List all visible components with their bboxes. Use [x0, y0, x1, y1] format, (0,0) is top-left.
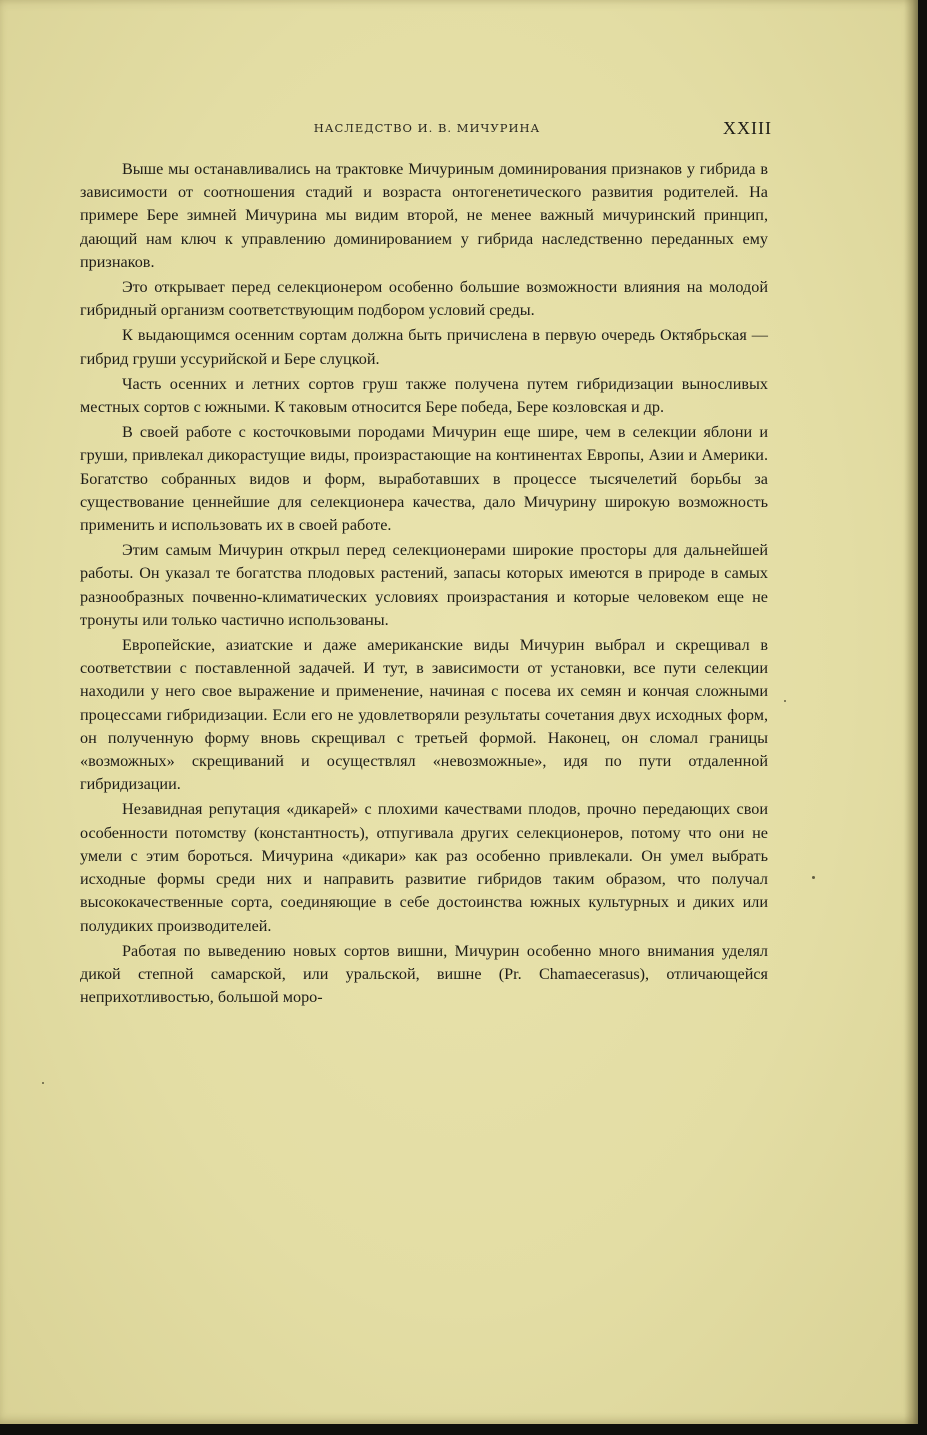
paper-speck — [784, 700, 786, 702]
paragraph: Этим самым Мичурин открыл перед селекционерами широкие просторы для дальнейшей работы. Он указал те богатства плодовых растений, запасы которых имеются в природе в самых разнообразных почвенно-климатических условиях произрастания и которые человеком еще не тронуты или только частично использованы. — [80, 541, 768, 629]
paragraph: Европейские, азиатские и даже американские виды Мичурин выбрал и скрещивал в соответствии с поставленной задачей. И тут, в зависимости от установки, все пути селекции находили у него свое выражение и применение, начиная с посева их семян и кончая сложными процессами гибридизации. Если его не удовлетворяли результаты сочетания двух исходных форм, он полученную форму вновь скрещивал с третьей формой. Наконец, он сломал границы «возможных» скрещиваний и осуществлял «невозможные», идя по пути отдаленной гибридизации. — [80, 636, 768, 794]
page-number: XXIII — [723, 118, 772, 138]
paragraph: Незавидная репутация «дикарей» с плохими качествами плодов, прочно передающих свои особенности потомству (константность), отпугивала других селекционеров, потому что они не умели с этим бороться. Мичурина «дикари» как раз особенно привлекали. Он умел выбрать исходные формы среди них и направить развитие гибридов таким образом, что получал высококачественные сорта, соединяющие в себе достоинства южных культурных и диких или полудиких производителей. — [80, 800, 768, 935]
paragraph: В своей работе с косточковыми породами Мичурин еще шире, чем в селекции яблони и груши, привлекал дикорастущие виды, произрастающие на континентах Европы, Азии и Америки. Богатство собранных видов и форм, выработавших в процессе тысячелетий борьбы за существование ценнейшие для селекционера качества, дало Мичурину широкую возможность применить и использовать их в своей работе. — [80, 423, 768, 535]
page-binding-edge — [904, 0, 918, 1424]
paragraph: Часть осенних и летних сортов груш также получена путем гибридизации выносливых местных сортов с южными. К таковым относится Бере победа, Бере козловская и др. — [80, 374, 768, 417]
paragraph: Работая по выведению новых сортов вишни, Мичурин особенно много внимания уделял дикой степной самарской, или уральской, вишне (Pr. Chamaecerasus), отличающейся неприхотливостью, большой моро- — [80, 941, 768, 1007]
paper-speck — [812, 876, 815, 879]
paragraph: К выдающимся осенним сортам должна быть причислена в первую очередь Октябрьская — гибрид груши уссурийской и Бере слуцкой. — [80, 326, 768, 368]
running-title: НАСЛЕДСТВО И. В. МИЧУРИНА — [313, 121, 541, 135]
paragraph: Это открывает перед селекционером особенно большие возможности влияния на молодой гибридный организм соответствующим подбором условий среды. — [80, 278, 768, 320]
paragraph: Выше мы останавливались на трактовке Мичуриным доминирования признаков у гибрида в зависимости от соотношения стадий и возраста онтогенетического развития родителей. На примере Бере зимней Мичурина мы видим второй, не менее важный мичуринский принцип, дающий нам ключ к управлению доминированием у гибрида наследственно переданных ему признаков. — [80, 160, 768, 271]
running-head — [82, 118, 772, 140]
paper-speck — [42, 1082, 44, 1084]
body-text — [80, 158, 768, 1011]
